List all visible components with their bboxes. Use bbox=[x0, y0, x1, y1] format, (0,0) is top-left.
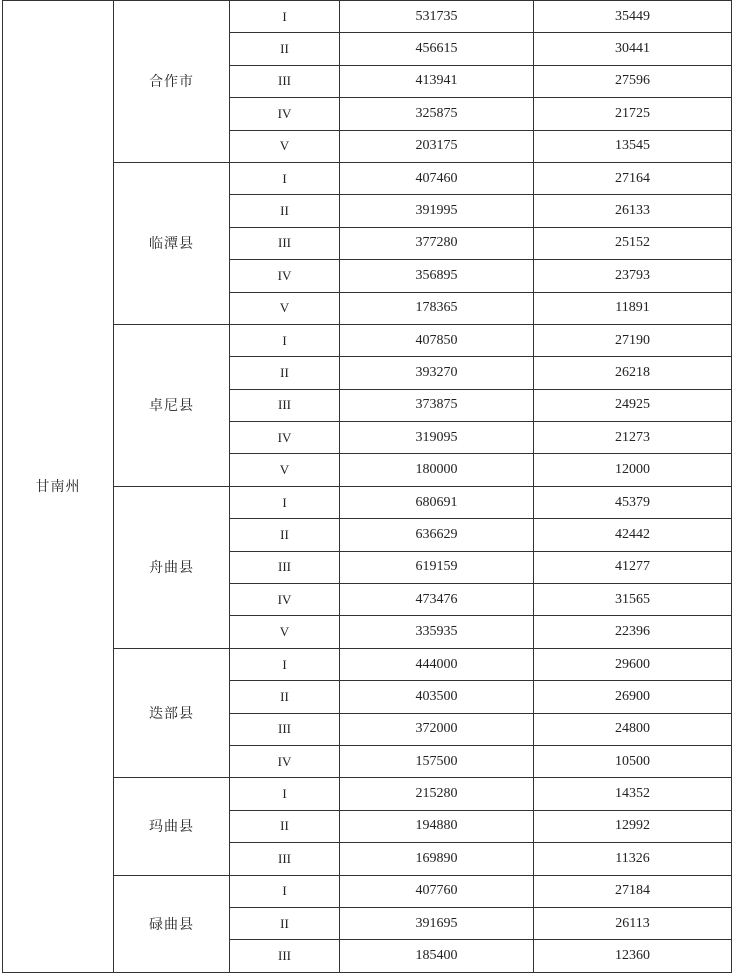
value-cell-1: 203175 bbox=[340, 130, 534, 162]
grade-cell: IV bbox=[230, 98, 340, 130]
value-cell-2: 27184 bbox=[534, 875, 732, 907]
value-cell-2: 26900 bbox=[534, 681, 732, 713]
value-cell-1: 325875 bbox=[340, 98, 534, 130]
value-cell-1: 215280 bbox=[340, 778, 534, 810]
value-cell-1: 407760 bbox=[340, 875, 534, 907]
grade-cell: IV bbox=[230, 422, 340, 454]
grade-cell: IV bbox=[230, 745, 340, 777]
value-cell-2: 27190 bbox=[534, 324, 732, 356]
value-cell-1: 456615 bbox=[340, 33, 534, 65]
grade-cell: V bbox=[230, 616, 340, 648]
grade-cell: II bbox=[230, 681, 340, 713]
grade-cell: III bbox=[230, 65, 340, 97]
region-cell: 甘南州 bbox=[3, 1, 114, 973]
value-cell-2: 22396 bbox=[534, 616, 732, 648]
value-cell-2: 11326 bbox=[534, 843, 732, 875]
value-cell-1: 473476 bbox=[340, 584, 534, 616]
value-cell-1: 319095 bbox=[340, 422, 534, 454]
value-cell-2: 21725 bbox=[534, 98, 732, 130]
value-cell-2: 12000 bbox=[534, 454, 732, 486]
data-table bbox=[2, 0, 732, 973]
county-cell: 合作市 bbox=[114, 1, 230, 163]
value-cell-1: 619159 bbox=[340, 551, 534, 583]
value-cell-1: 185400 bbox=[340, 940, 534, 972]
grade-cell: II bbox=[230, 357, 340, 389]
value-cell-1: 180000 bbox=[340, 454, 534, 486]
value-cell-1: 403500 bbox=[340, 681, 534, 713]
grade-cell: II bbox=[230, 810, 340, 842]
grade-cell: I bbox=[230, 875, 340, 907]
value-cell-2: 42442 bbox=[534, 519, 732, 551]
county-cell: 舟曲县 bbox=[114, 486, 230, 648]
county-cell: 迭部县 bbox=[114, 648, 230, 778]
value-cell-1: 413941 bbox=[340, 65, 534, 97]
table-body bbox=[3, 1, 732, 973]
value-cell-2: 27164 bbox=[534, 162, 732, 194]
value-cell-1: 393270 bbox=[340, 357, 534, 389]
value-cell-1: 407850 bbox=[340, 324, 534, 356]
value-cell-1: 531735 bbox=[340, 1, 534, 33]
value-cell-2: 24800 bbox=[534, 713, 732, 745]
grade-cell: I bbox=[230, 486, 340, 518]
value-cell-1: 157500 bbox=[340, 745, 534, 777]
value-cell-2: 26218 bbox=[534, 357, 732, 389]
value-cell-2: 26133 bbox=[534, 195, 732, 227]
county-cell: 卓尼县 bbox=[114, 324, 230, 486]
value-cell-1: 407460 bbox=[340, 162, 534, 194]
value-cell-2: 27596 bbox=[534, 65, 732, 97]
value-cell-1: 356895 bbox=[340, 260, 534, 292]
value-cell-1: 391995 bbox=[340, 195, 534, 227]
county-cell: 临潭县 bbox=[114, 162, 230, 324]
grade-cell: IV bbox=[230, 584, 340, 616]
value-cell-2: 35449 bbox=[534, 1, 732, 33]
grade-cell: I bbox=[230, 778, 340, 810]
value-cell-1: 636629 bbox=[340, 519, 534, 551]
value-cell-2: 11891 bbox=[534, 292, 732, 324]
value-cell-2: 31565 bbox=[534, 584, 732, 616]
grade-cell: III bbox=[230, 551, 340, 583]
grade-cell: I bbox=[230, 324, 340, 356]
grade-cell: I bbox=[230, 162, 340, 194]
value-cell-2: 23793 bbox=[534, 260, 732, 292]
grade-cell: IV bbox=[230, 260, 340, 292]
value-cell-1: 373875 bbox=[340, 389, 534, 421]
grade-cell: I bbox=[230, 1, 340, 33]
value-cell-1: 194880 bbox=[340, 810, 534, 842]
value-cell-2: 41277 bbox=[534, 551, 732, 583]
grade-cell: II bbox=[230, 907, 340, 939]
value-cell-1: 680691 bbox=[340, 486, 534, 518]
county-cell: 玛曲县 bbox=[114, 778, 230, 875]
value-cell-2: 12360 bbox=[534, 940, 732, 972]
value-cell-2: 14352 bbox=[534, 778, 732, 810]
value-cell-2: 24925 bbox=[534, 389, 732, 421]
value-cell-2: 13545 bbox=[534, 130, 732, 162]
value-cell-2: 29600 bbox=[534, 648, 732, 680]
table-row bbox=[3, 1, 732, 33]
grade-cell: II bbox=[230, 195, 340, 227]
value-cell-1: 178365 bbox=[340, 292, 534, 324]
grade-cell: III bbox=[230, 843, 340, 875]
value-cell-2: 12992 bbox=[534, 810, 732, 842]
value-cell-1: 372000 bbox=[340, 713, 534, 745]
grade-cell: II bbox=[230, 519, 340, 551]
grade-cell: V bbox=[230, 130, 340, 162]
value-cell-2: 26113 bbox=[534, 907, 732, 939]
grade-cell: I bbox=[230, 648, 340, 680]
value-cell-2: 10500 bbox=[534, 745, 732, 777]
grade-cell: III bbox=[230, 227, 340, 259]
value-cell-2: 45379 bbox=[534, 486, 732, 518]
grade-cell: III bbox=[230, 389, 340, 421]
value-cell-2: 25152 bbox=[534, 227, 732, 259]
value-cell-2: 30441 bbox=[534, 33, 732, 65]
value-cell-2: 21273 bbox=[534, 422, 732, 454]
grade-cell: III bbox=[230, 713, 340, 745]
grade-cell: III bbox=[230, 940, 340, 972]
county-cell: 碌曲县 bbox=[114, 875, 230, 972]
value-cell-1: 391695 bbox=[340, 907, 534, 939]
grade-cell: II bbox=[230, 33, 340, 65]
value-cell-1: 377280 bbox=[340, 227, 534, 259]
value-cell-1: 444000 bbox=[340, 648, 534, 680]
grade-cell: V bbox=[230, 454, 340, 486]
value-cell-1: 335935 bbox=[340, 616, 534, 648]
grade-cell: V bbox=[230, 292, 340, 324]
value-cell-1: 169890 bbox=[340, 843, 534, 875]
